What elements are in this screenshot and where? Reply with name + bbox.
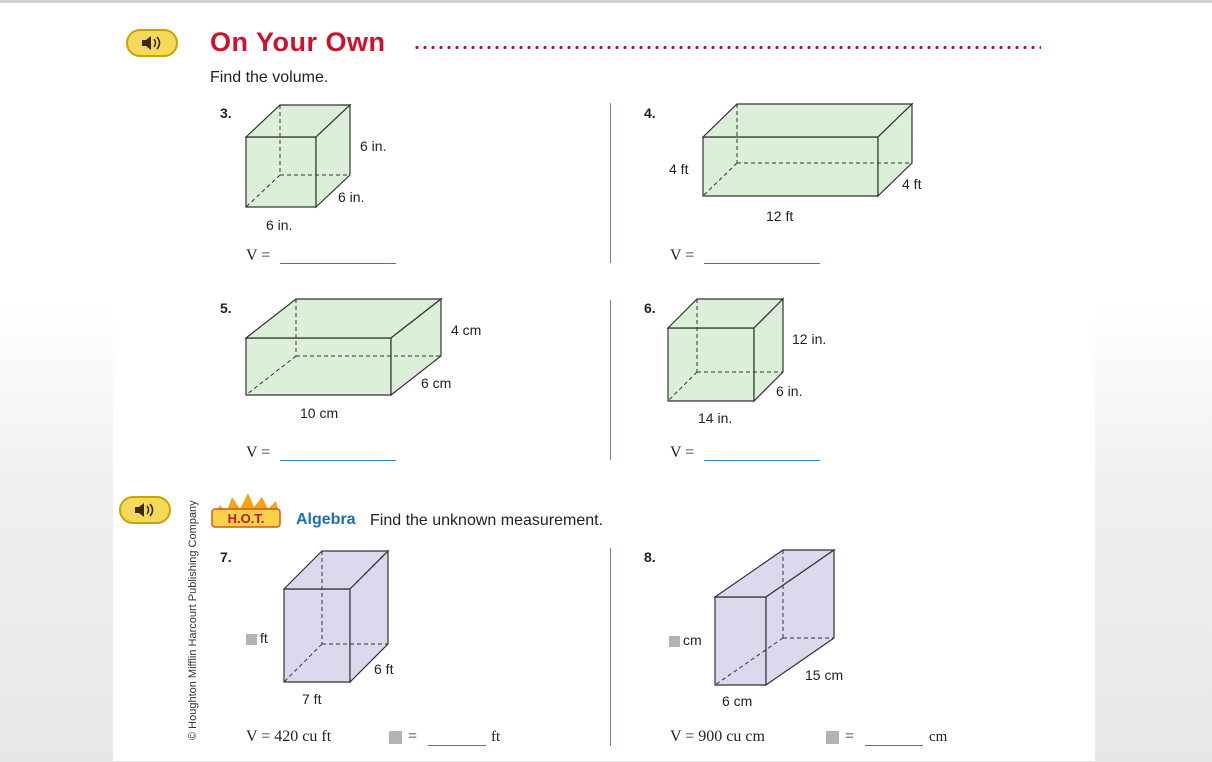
unknown-dimension bbox=[669, 632, 702, 648]
title-dotted-rule bbox=[413, 45, 1041, 50]
dimension-label: 4 cm bbox=[451, 322, 482, 338]
volume-label: V = bbox=[246, 444, 271, 461]
hot-instruction: Find the unknown measurement. bbox=[370, 512, 604, 529]
hot-badge-text: H.O.T. bbox=[227, 511, 265, 526]
dimension-label: 15 cm bbox=[805, 667, 844, 683]
algebra-label: Algebra bbox=[296, 511, 356, 528]
dimension-label: 6 in. bbox=[360, 138, 387, 154]
dimension-label: 7 ft bbox=[302, 691, 322, 707]
hot-badge-icon bbox=[210, 491, 286, 531]
speaker-icon bbox=[133, 502, 157, 518]
unknown-unit: ft bbox=[260, 630, 268, 646]
unknown-equation bbox=[389, 728, 417, 746]
section-title: On Your Own bbox=[210, 27, 386, 57]
unknown-square-icon bbox=[246, 634, 257, 645]
dimension-label: 12 ft bbox=[766, 208, 794, 224]
equals-sign: = bbox=[845, 728, 855, 745]
volume-label: V = bbox=[246, 247, 271, 264]
audio-button-top[interactable] bbox=[126, 29, 178, 57]
problem-number: 6. bbox=[644, 300, 656, 316]
dimension-label: 6 ft bbox=[374, 661, 394, 677]
problem-number: 7. bbox=[220, 549, 232, 565]
dimension-label: 4 ft bbox=[669, 161, 689, 177]
prism-figure bbox=[666, 297, 788, 405]
answer-unit: ft bbox=[491, 729, 501, 745]
prism-figure bbox=[244, 297, 444, 397]
unknown-square-icon bbox=[389, 731, 402, 744]
problem-number: 5. bbox=[220, 300, 232, 316]
problem-number: 8. bbox=[644, 549, 656, 565]
answer-blank[interactable] bbox=[704, 460, 820, 461]
problem-number: 3. bbox=[220, 105, 232, 121]
dimension-label: 6 in. bbox=[338, 189, 365, 205]
column-divider bbox=[610, 300, 611, 460]
dimension-label: 14 in. bbox=[698, 410, 733, 426]
volume-label: V = bbox=[670, 444, 695, 461]
problem-number: 4. bbox=[644, 105, 656, 121]
instruction-text: Find the volume. bbox=[210, 69, 329, 86]
answer-blank[interactable] bbox=[704, 263, 820, 264]
unknown-equation bbox=[826, 728, 854, 746]
answer-blank[interactable] bbox=[280, 460, 396, 461]
audio-button-hot[interactable] bbox=[119, 496, 171, 524]
answer-blank[interactable] bbox=[280, 263, 396, 264]
volume-given: V = 900 cu cm bbox=[670, 728, 765, 745]
answer-blank[interactable] bbox=[865, 745, 923, 746]
answer-blank[interactable] bbox=[428, 745, 486, 746]
prism-figure bbox=[700, 103, 916, 199]
dimension-label: 6 cm bbox=[421, 375, 452, 391]
dimension-label: 6 in. bbox=[266, 217, 293, 233]
volume-given: V = 420 cu ft bbox=[246, 728, 332, 745]
answer-unit: cm bbox=[929, 729, 948, 745]
speaker-icon bbox=[140, 35, 164, 51]
dimension-label: 6 cm bbox=[722, 693, 753, 709]
unknown-square-icon bbox=[826, 731, 839, 744]
unknown-unit: cm bbox=[683, 632, 702, 648]
dimension-label: 12 in. bbox=[792, 331, 827, 347]
column-divider bbox=[610, 548, 611, 746]
equals-sign: = bbox=[408, 728, 418, 745]
dimension-label: 4 ft bbox=[902, 176, 922, 192]
unknown-square-icon bbox=[669, 636, 680, 647]
column-divider bbox=[610, 103, 611, 263]
unknown-dimension bbox=[246, 630, 268, 646]
copyright-text: © Houghton Mifflin Harcourt Publishing Company bbox=[187, 500, 199, 740]
volume-label: V = bbox=[670, 247, 695, 264]
dimension-label: 6 in. bbox=[776, 383, 803, 399]
dimension-label: 10 cm bbox=[300, 405, 339, 421]
